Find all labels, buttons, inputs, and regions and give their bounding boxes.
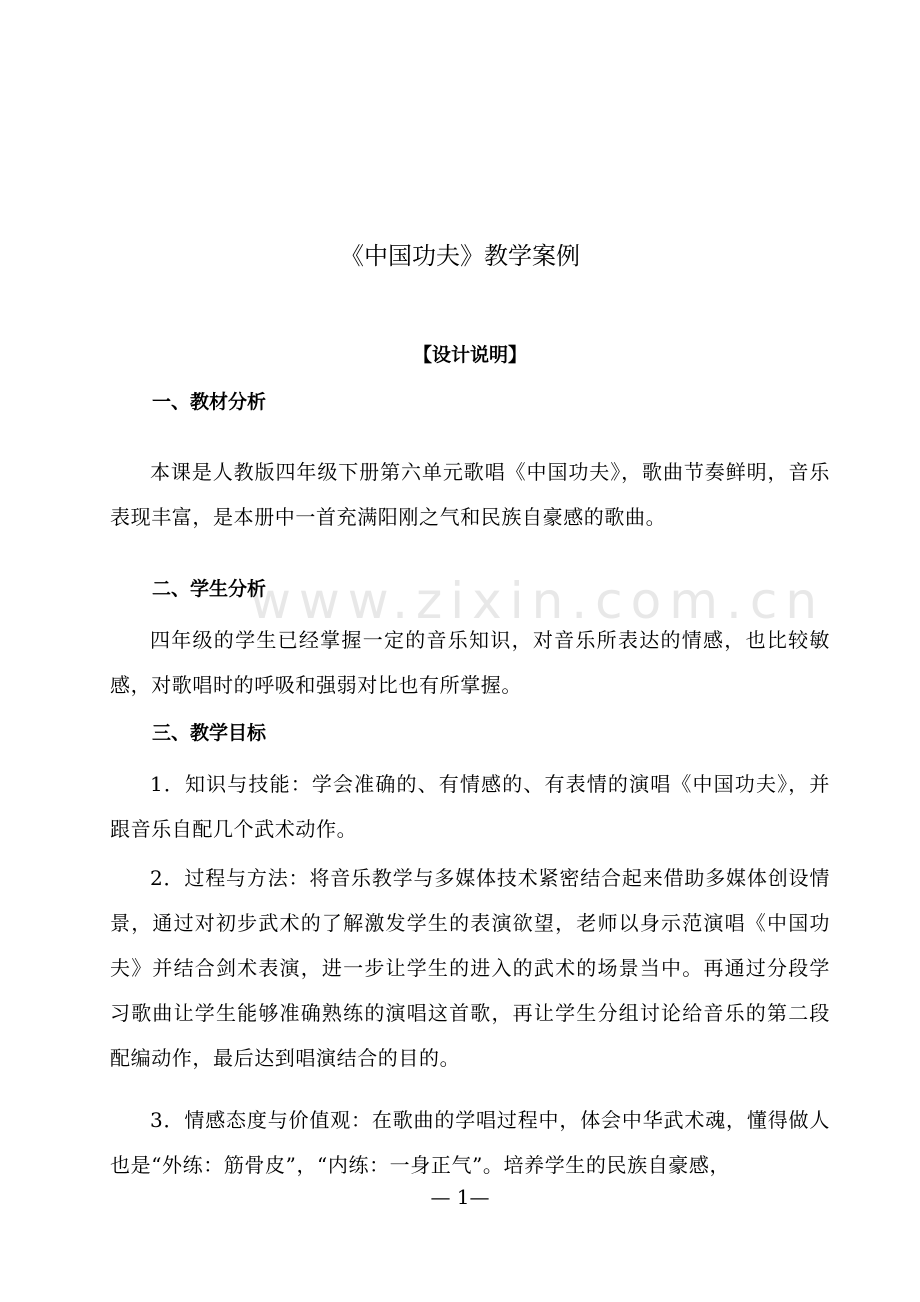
paragraph-materials: 本课是人教版四年级下册第六单元歌唱《中国功夫》，歌曲节奏鲜明，音乐表现丰富，是本册中一首充满阳刚之气和民族自豪感的歌曲。 bbox=[110, 460, 830, 529]
page-number: — 1— bbox=[430, 1185, 490, 1209]
paragraph-goal-2: 2．过程与方法：将音乐教学与多媒体技术紧密结合起来借助多媒体创设情景，通过对初步武术的了解激发学生的表演欲望，老师以身示范演唱《中国功夫》并结合剑术表演，进一步让学生的进入的武术的场景当中。再通过分段学习歌曲让学生能够准确熟练的演唱这首歌，再让学生分组讨论给音乐的第二段配编动作，最后达到唱演结合的目的。 bbox=[110, 866, 830, 1070]
paragraph-goal-1: 1．知识与技能：学会准确的、有情感的、有表情的演唱《中国功夫》，并跟音乐自配几个武术动作。 bbox=[110, 772, 830, 841]
design-heading: 【设计说明】 bbox=[412, 344, 527, 366]
section-heading-students: 二、学生分析 bbox=[152, 578, 267, 600]
section-heading-materials: 一、教材分析 bbox=[152, 391, 267, 413]
section-heading-goals: 三、教学目标 bbox=[152, 722, 267, 744]
paragraph-goal-3: 3．情感态度与价值观：在歌曲的学唱过程中，体会中华武术魂，懂得做人也是“外练：筋骨皮”，“内练：一身正气”。培养学生的民族自豪感， bbox=[110, 1108, 830, 1177]
paragraph-students: 四年级的学生已经掌握一定的音乐知识，对音乐所表达的情感，也比较敏感，对歌唱时的呼吸和强弱对比也有所掌握。 bbox=[110, 628, 830, 697]
watermark: www.zixin.com.cn bbox=[250, 572, 826, 630]
document-title: 《中国功夫》教学案例 bbox=[340, 242, 580, 270]
